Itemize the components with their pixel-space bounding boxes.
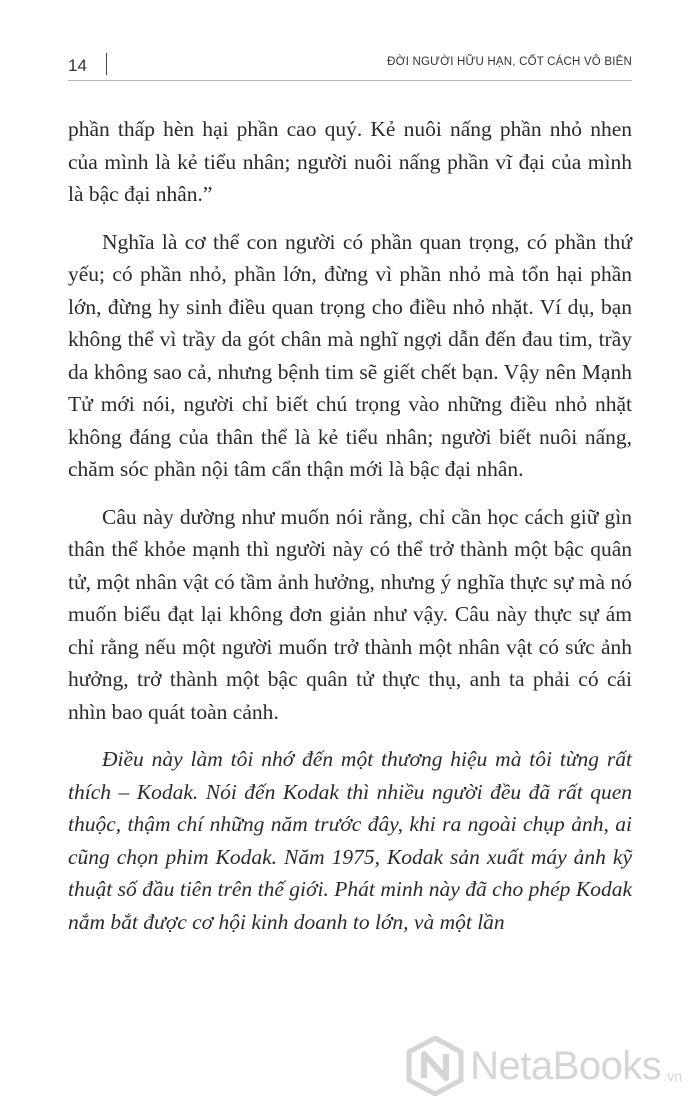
page-header — [68, 50, 632, 81]
paragraph-4: Điều này làm tôi nhớ đến một thương hiệu mà tôi từng rất thích – Kodak. Nói đến Kodak thì nhiều người đều đã rất quen thuộc, thậm chí những năm trước đây, khi ra ngoài chụp ảnh, ai cũng chọn phim Kodak. Năm 1975, Kodak sản xuất máy ảnh kỹ thuật số đầu tiên trên thế giới. Phát minh này đã cho phép Kodak nắm bắt được cơ hội kinh doanh to lớn, và một lần — [68, 747, 632, 934]
paragraph-1: phần thấp hèn hại phần cao quý. Kẻ nuôi nấng phần nhỏ nhen của mình là kẻ tiểu nhân; người nuôi nấng phần vĩ đại của mình là bậc đại nhân.” — [68, 117, 632, 206]
paragraph-3: Câu này dường như muốn nói rằng, chỉ cần học cách giữ gìn thân thể khỏe mạnh thì người này có thể trở thành một bậc quân tử, một nhân vật có tầm ảnh hưởng, nhưng ý nghĩa thực sự mà nó muốn biểu đạt lại không đơn giản như vậy. Câu này thực sự ám chỉ rằng nếu một người muốn trở thành một nhân vật có sức ảnh hưởng, trở thành một bậc quân tử thực thụ, anh ta phải có cái nhìn bao quát toàn cảnh. — [68, 504, 632, 724]
watermark-brand: NetaBooks — [470, 1043, 662, 1088]
page-number: 14 — [68, 56, 87, 75]
running-title: ĐỜI NGƯỜI HỮU HẠN, CỐT CÁCH VÔ BIÊN — [387, 56, 632, 68]
page-body — [68, 113, 632, 953]
watermark — [406, 1036, 682, 1096]
netabooks-logo-icon — [406, 1036, 464, 1096]
watermark-suffix: .vn — [663, 1068, 682, 1084]
paragraph-2: Nghĩa là cơ thể con người có phần quan trọng, có phần thứ yếu; có phần nhỏ, phần lớn, đừng vì phần nhỏ mà tổn hại phần lớn, đừng hy sinh điều quan trọng cho điều nhỏ nhặt. Ví dụ, bạn không thể vì trầy da gót chân mà nghĩ ngợi dẫn đến đau tim, trầy da không sao cả, nhưng bệnh tim sẽ giết chết bạn. Vậy nên Mạnh Tử mới nói, người chỉ biết chú trọng vào những điều nhỏ nhặt không đáng của thân thể là kẻ tiểu nhân; người biết nuôi nấng, chăm sóc phần nội tâm cẩn thận mới là bậc đại nhân. — [68, 229, 632, 481]
header-separator — [106, 53, 107, 75]
